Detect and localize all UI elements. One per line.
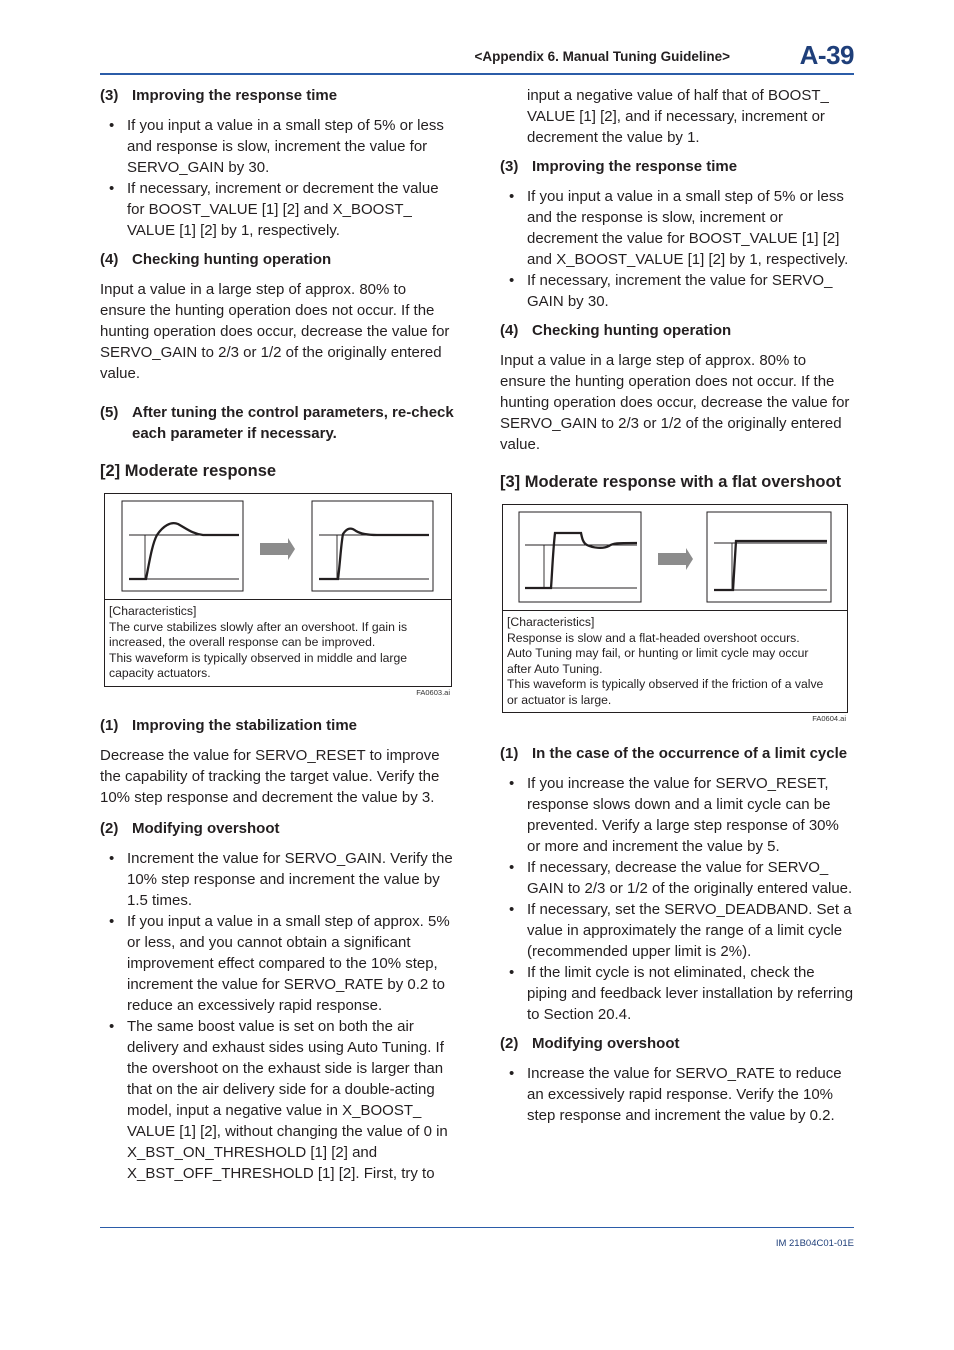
section-title: Improving the response time [132, 87, 338, 104]
list-item: • If necessary, set the SERVO_DEADBAND. Set a value in approximately the range of a limit cycle (recommended upper limit is 2%). [500, 899, 856, 962]
document-id: IM 21B04C01-01E [775, 1238, 854, 1249]
caption-line: This waveform is typically observed in middle and large [109, 650, 408, 665]
paragraph: Decrease the value for SERVO_RESET to improve the capability of tracking the target value. Verify the 10% step response and decrement the value by 3. [100, 746, 440, 806]
section-number: (1) [100, 716, 119, 734]
list-item: • If you input a value in a small step of 5% or less and the response is slow, increment or decrement the value for BOOST_VALUE [1] [2] and X_BOOST_VALUE [1] [2] by 1, respectively. [500, 186, 856, 270]
response-curve-before [525, 533, 637, 588]
section-title: Modifying overshoot [132, 819, 280, 837]
right-column [500, 85, 856, 1126]
section-number: (3) [100, 87, 119, 104]
list-item: • If you input a value in a small step of approx. 5% or less, and you cannot obtain a significant improvement effect compared to the 10% step, increment the value for SERVO_RATE by 0.2 to reduce an excessively rapid response. [100, 911, 456, 1016]
continued-paragraph: input a negative value of half that of BOOST_ VALUE [1] [2], and if necessary, increment or decrement the value by 1. [527, 87, 829, 146]
list-item: • If necessary, increment or decrement the value for BOOST_VALUE [1] [2] and X_BOOST_ VALUE [1] [2] by 1, respectively. [100, 178, 456, 241]
section-number: (4) [500, 322, 519, 339]
left-column [100, 85, 456, 1184]
caption-line: increased, the overall response can be improved. [109, 635, 376, 649]
caption-title: [Characteristics] [109, 604, 197, 618]
header-rule [100, 73, 854, 75]
section-title: Checking hunting operation [132, 251, 332, 268]
list-item: • If necessary, increment the value for SERVO_ GAIN by 30. [500, 270, 856, 312]
graph-frame-before [122, 501, 243, 591]
step-input-line [145, 535, 239, 579]
section-heading [500, 1033, 856, 1054]
step-input-line [732, 543, 827, 590]
footer-rule [100, 1227, 854, 1228]
section-heading [500, 156, 856, 177]
figure-caption [105, 600, 451, 686]
figure-flat-overshoot [502, 504, 848, 713]
section-title: Checking hunting operation [532, 322, 732, 339]
caption-line: This waveform is typically observed if the friction of a valve [507, 677, 824, 691]
section-title: Improving the stabilization time [132, 716, 358, 734]
waveform-diagram [105, 494, 451, 599]
response-curve-after [714, 541, 827, 590]
figure-id: FA0603.ai [416, 687, 450, 697]
list-item: • Increase the value for SERVO_RATE to reduce an excessively rapid response. Verify the 10% step response and increment the value by 0.2. [500, 1063, 856, 1126]
graph-frame-after [707, 512, 831, 602]
header-title: <Appendix 6. Manual Tuning Guideline> [474, 49, 730, 64]
bullet-list [500, 773, 856, 1025]
section-heading [100, 402, 456, 444]
figure-moderate-response [104, 493, 452, 687]
section-heading [100, 249, 456, 270]
section-title: In the case of the occurrence of a limit cycle [532, 745, 848, 762]
bullet-list [500, 186, 856, 312]
section-heading [500, 320, 856, 341]
paragraph: Input a value in a large step of approx. 80% to ensure the hunting operation does not occur. If the hunting operation does occur, decrease the value for SERVO_GAIN to 2/3 or 1/2 of the originally entered value. [100, 281, 450, 382]
section-title: Modifying overshoot [532, 1035, 680, 1052]
subsection-heading: [2] Moderate response [100, 462, 277, 480]
section-number: (4) [100, 251, 119, 268]
response-curve-after [319, 529, 429, 579]
caption-line: Auto Tuning may fail, or hunting or limit cycle may occur [507, 646, 809, 660]
section-number: (2) [500, 1035, 519, 1052]
section-title: After tuning the control parameters, re-check each parameter if necessary. [132, 404, 454, 442]
section-number: (2) [100, 819, 119, 837]
list-item: • If the limit cycle is not eliminated, check the piping and feedback lever installation by referring to Section 20.4. [500, 962, 856, 1025]
response-curve-before [129, 523, 239, 579]
bullet-list [500, 1063, 856, 1126]
figure-id: FA0604.ai [812, 714, 846, 723]
caption-line: or actuator is large. [507, 692, 612, 707]
list-item: • If you input a value in a small step of 5% or less and response is slow, increment the value for SERVO_GAIN by 30. [100, 115, 456, 178]
figure-graphs [105, 494, 451, 600]
figure-caption [503, 611, 847, 712]
step-input-line [544, 545, 637, 588]
caption-line: capacity actuators. [109, 666, 211, 680]
section-heading [500, 743, 856, 764]
subsection-heading: [3] Moderate response with a flat overshoot [500, 473, 842, 491]
list-item: • If you increase the value for SERVO_RESET, response slows down and a limit cycle can be prevented. Verify a large step response of 30% or more and increment the value by 5. [500, 773, 856, 857]
arrow-right-icon [658, 548, 693, 570]
arrow-right-icon [260, 538, 295, 560]
list-item: • Increment the value for SERVO_GAIN. Verify the 10% step response and increment the value by 1.5 times. [100, 848, 456, 911]
waveform-diagram [503, 505, 847, 610]
section-number: (5) [100, 404, 119, 421]
list-item: • If necessary, decrease the value for SERVO_ GAIN to 2/3 or 1/2 of the originally entered value. [500, 857, 856, 899]
section-number: (1) [500, 745, 519, 762]
section-number: (3) [500, 158, 519, 175]
figure-graphs [503, 505, 847, 611]
bullet-list [100, 848, 456, 1184]
page-number: A-39 [799, 40, 854, 70]
caption-line: The curve stabilizes slowly after an overshoot. If gain is [109, 619, 408, 634]
section-title: Improving the response time [532, 158, 738, 175]
paragraph: Input a value in a large step of approx. 80% to ensure the hunting operation does not occur. If the hunting operation does occur, decrease the value for SERVO_GAIN to 2/3 or 1/2 of the originally entered value. [500, 352, 850, 453]
list-item: • The same boost value is set on both the air delivery and exhaust sides using Auto Tuning. If the overshoot on the exhaust side is larger than that on the air delivery side for a double-acting model, input a negative value in X_BOOST_ VALUE [1] [2], without changing the value of 0 in X_BST_ON_THRESHOLD [1] [2] and X_BST_OFF_THRESHOLD [1] [2]. First, try to [100, 1016, 456, 1184]
bullet-list [100, 115, 456, 241]
caption-line: Response is slow and a flat-headed overshoot occurs. [507, 630, 800, 645]
graph-frame-after [312, 501, 433, 591]
step-input-line [337, 535, 429, 579]
caption-title: [Characteristics] [507, 615, 595, 629]
section-heading [100, 85, 456, 106]
section-heading [100, 715, 456, 736]
caption-line: after Auto Tuning. [507, 661, 603, 676]
section-heading [100, 818, 456, 839]
